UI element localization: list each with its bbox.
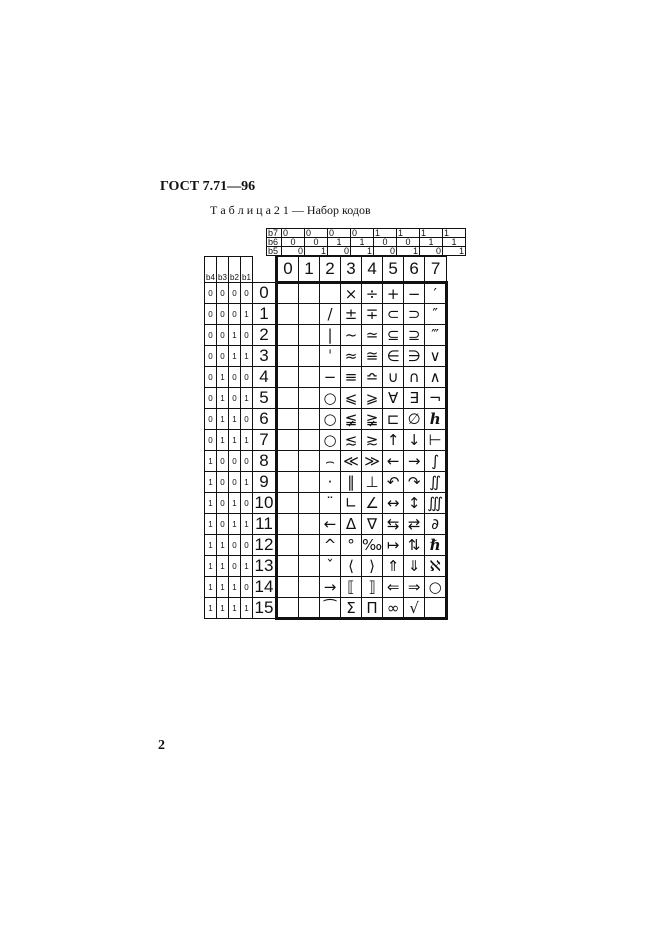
- row-number: 12: [253, 535, 277, 556]
- bit-header-table: [266, 228, 466, 256]
- code-cell: +: [383, 283, 404, 304]
- code-cell: [277, 493, 299, 514]
- code-cell: ≲: [341, 430, 362, 451]
- code-table: [204, 256, 448, 620]
- code-cell: √: [404, 598, 425, 619]
- code-cell: ′: [425, 283, 447, 304]
- code-cell: ⇅: [404, 535, 425, 556]
- row-bit-value: 1: [229, 514, 241, 535]
- row-bit-value: 0: [241, 577, 253, 598]
- row-number: 7: [253, 430, 277, 451]
- bit-value: 0: [282, 238, 305, 247]
- row-bit-value: 0: [205, 346, 217, 367]
- table-row: [205, 598, 447, 619]
- code-cell: [277, 304, 299, 325]
- row-bit-value: 1: [241, 514, 253, 535]
- row-bit-value: 0: [217, 325, 229, 346]
- code-cell: ⩾: [362, 388, 383, 409]
- bit-value: 0: [420, 247, 443, 256]
- column-header: 1: [299, 257, 320, 283]
- bit-label: b6: [267, 238, 282, 247]
- code-cell: [299, 514, 320, 535]
- code-cell: ‰: [362, 536, 383, 554]
- code-cell: ⌢: [320, 451, 341, 472]
- row-bit-value: 0: [217, 514, 229, 535]
- document-id: ГОСТ 7.71—96: [160, 179, 256, 194]
- code-cell: ≈: [341, 346, 362, 367]
- table-row: [205, 367, 447, 388]
- code-cell: Π: [362, 598, 383, 619]
- row-bit-value: 1: [229, 325, 241, 346]
- code-cell: ○: [320, 409, 341, 430]
- row-bit-value: 0: [229, 304, 241, 325]
- row-bit-value: 0: [217, 493, 229, 514]
- bit-value: 0: [282, 247, 305, 256]
- code-cell: ○: [425, 577, 447, 598]
- row-bit-value: 0: [205, 283, 217, 304]
- row-bit-value: 1: [217, 430, 229, 451]
- column-header: 0: [277, 257, 299, 283]
- bit-value: 1: [397, 229, 420, 238]
- row-bit-value: 1: [217, 577, 229, 598]
- table-row: [205, 388, 447, 409]
- row-bit-value: 1: [217, 598, 229, 619]
- code-cell: ∇: [362, 514, 383, 535]
- code-cell: ↶: [383, 472, 404, 493]
- row-bit-value: 1: [241, 430, 253, 451]
- code-cell: [320, 283, 341, 304]
- row-number: 8: [253, 451, 277, 472]
- code-cell: ·: [320, 472, 341, 493]
- code-cell: [299, 556, 320, 577]
- bit-value: 0: [305, 229, 328, 238]
- code-cell: ⊢: [425, 430, 447, 451]
- code-cell: ∫: [425, 451, 447, 472]
- row-bit-value: 1: [241, 304, 253, 325]
- row-bit-value: 1: [217, 409, 229, 430]
- row-bit-label: b4: [205, 257, 217, 283]
- code-cell: ≫: [362, 451, 383, 472]
- code-cell: [277, 283, 299, 304]
- code-cell: ⊆: [383, 325, 404, 346]
- code-cell: [299, 304, 320, 325]
- code-cell: [277, 577, 299, 598]
- table-row: [205, 535, 447, 556]
- table-row: [205, 577, 447, 598]
- row-bit-value: 1: [229, 577, 241, 598]
- code-cell: [277, 598, 299, 619]
- row-bit-value: 1: [205, 451, 217, 472]
- row-bit-value: 0: [241, 283, 253, 304]
- code-cell: ±: [341, 304, 362, 325]
- code-cell: ○: [320, 430, 341, 451]
- bit-value: 1: [351, 247, 374, 256]
- row-number: 13: [253, 556, 277, 577]
- code-cell: [299, 430, 320, 451]
- row-bit-value: 1: [229, 598, 241, 619]
- row-bit-value: 1: [229, 493, 241, 514]
- row-bit-value: 0: [241, 325, 253, 346]
- bit-value: 1: [351, 238, 374, 247]
- spacer: [253, 257, 277, 283]
- row-number: 0: [253, 283, 277, 304]
- code-cell: ¨: [320, 493, 341, 514]
- code-cell: [277, 451, 299, 472]
- code-cell: ≩: [362, 409, 383, 430]
- code-cell: ↔: [383, 493, 404, 514]
- code-cell: ↕: [404, 493, 425, 514]
- column-header: 4: [362, 257, 383, 283]
- row-number: 5: [253, 388, 277, 409]
- row-bit-value: 1: [205, 535, 217, 556]
- code-cell: −: [320, 367, 341, 388]
- code-cell: ∬: [425, 472, 447, 493]
- row-bit-label: b3: [217, 257, 229, 283]
- code-cell: ≡: [341, 367, 362, 388]
- code-cell: [277, 409, 299, 430]
- row-bit-value: 1: [241, 472, 253, 493]
- code-cell: [277, 388, 299, 409]
- code-cell: ⟩: [362, 556, 383, 577]
- row-bit-value: 0: [217, 472, 229, 493]
- code-cell: [277, 535, 299, 556]
- row-bit-value: 1: [205, 493, 217, 514]
- row-bit-value: 1: [217, 367, 229, 388]
- row-bit-value: 0: [229, 451, 241, 472]
- code-cell: ⊏: [383, 409, 404, 430]
- code-cell: ˈ: [320, 346, 341, 367]
- row-number: 15: [253, 598, 277, 619]
- code-cell: ^: [320, 535, 341, 556]
- row-number: 2: [253, 325, 277, 346]
- table-row: [205, 304, 447, 325]
- table-caption: Т а б л и ц а 2 1 — Набор кодов: [210, 203, 371, 217]
- bit-value: 0: [282, 229, 305, 238]
- row-bit-value: 0: [205, 304, 217, 325]
- code-cell: ∂: [425, 514, 447, 535]
- table-row: [205, 493, 447, 514]
- bit-value: 1: [305, 247, 328, 256]
- code-cell: [299, 325, 320, 346]
- row-bit-value: 0: [229, 367, 241, 388]
- row-bit-value: 1: [205, 472, 217, 493]
- code-cell: ≏: [362, 367, 383, 388]
- bit-value: 0: [328, 247, 351, 256]
- code-cell: [299, 598, 320, 619]
- row-bit-value: 0: [229, 535, 241, 556]
- code-cell: ″: [425, 304, 447, 325]
- bit-value: 1: [397, 247, 420, 256]
- code-cell: ∈: [383, 346, 404, 367]
- code-cell: ℏ: [425, 535, 447, 556]
- bit-value: 0: [328, 229, 351, 238]
- table-row: [205, 409, 447, 430]
- row-bit-value: 1: [205, 514, 217, 535]
- code-cell: ↓: [404, 430, 425, 451]
- code-cell: [425, 598, 447, 619]
- code-cell: ⟨: [341, 556, 362, 577]
- bit-header-row-b7: [267, 229, 466, 238]
- code-cell: ↷: [404, 472, 425, 493]
- code-cell: ℵ: [425, 556, 447, 577]
- row-bit-value: 1: [217, 556, 229, 577]
- code-cell: ⊥: [362, 472, 383, 493]
- row-bit-value: 1: [241, 346, 253, 367]
- table-row: [205, 514, 447, 535]
- row-bit-value: 1: [217, 388, 229, 409]
- code-cell: ∨: [425, 346, 447, 367]
- bit-header-row-b5: [267, 247, 466, 256]
- row-bit-value: 0: [229, 388, 241, 409]
- code-cell: |: [320, 325, 341, 346]
- code-cell: ˇ: [320, 556, 341, 577]
- bit-value: 0: [374, 247, 397, 256]
- bit-value: 1: [328, 238, 351, 247]
- bit-value: 1: [420, 238, 443, 247]
- row-bit-value: 1: [241, 598, 253, 619]
- column-header: 3: [341, 257, 362, 283]
- code-cell: [277, 367, 299, 388]
- page-number: 2: [158, 738, 165, 753]
- code-cell: [299, 451, 320, 472]
- code-cell: ‖: [341, 472, 362, 493]
- code-cell: [299, 577, 320, 598]
- code-cell: ⇑: [383, 556, 404, 577]
- code-cell: [277, 556, 299, 577]
- row-bit-value: 0: [241, 493, 253, 514]
- code-cell: Σ: [341, 598, 362, 619]
- code-cell: ∋: [404, 346, 425, 367]
- bit-label: b5: [267, 247, 282, 256]
- row-bit-value: 0: [241, 367, 253, 388]
- code-cell: ∟: [341, 493, 362, 514]
- code-cell: [299, 535, 320, 556]
- row-bit-value: 1: [205, 577, 217, 598]
- code-cell: ∩: [404, 367, 425, 388]
- bit-value: 1: [374, 229, 397, 238]
- row-bit-label: b2: [229, 257, 241, 283]
- code-cell: [299, 283, 320, 304]
- code-cell: ⇆: [383, 514, 404, 535]
- row-bit-value: 1: [241, 556, 253, 577]
- code-cell: ⇄: [404, 514, 425, 535]
- code-cell: ↦: [383, 535, 404, 556]
- row-bit-value: 1: [205, 598, 217, 619]
- row-bit-value: 0: [241, 451, 253, 472]
- code-cell: ∧: [425, 367, 447, 388]
- code-cell: [299, 409, 320, 430]
- column-header: 2: [320, 257, 341, 283]
- code-cell: ○: [320, 388, 341, 409]
- code-cell: −: [404, 283, 425, 304]
- code-cell: [299, 472, 320, 493]
- bit-label: b7: [267, 229, 282, 238]
- code-cell: [277, 346, 299, 367]
- table-row: [205, 346, 447, 367]
- table-row: [205, 451, 447, 472]
- row-bit-value: 0: [229, 556, 241, 577]
- code-cell: [277, 472, 299, 493]
- row-bit-value: 0: [217, 304, 229, 325]
- code-cell: ⊂: [383, 304, 404, 325]
- bit-value: 0: [374, 238, 397, 247]
- row-bit-value: 0: [217, 346, 229, 367]
- table-row: [205, 283, 447, 304]
- code-cell: ⊃: [404, 304, 425, 325]
- code-cell: ÷: [362, 283, 383, 304]
- row-bit-value: 0: [217, 283, 229, 304]
- code-cell: [277, 325, 299, 346]
- row-bit-value: 1: [229, 346, 241, 367]
- row-bit-value: 0: [205, 325, 217, 346]
- row-number: 6: [253, 409, 277, 430]
- code-cell: ≃: [362, 325, 383, 346]
- code-cell: ∭: [425, 493, 447, 514]
- code-cell: ~: [341, 325, 362, 346]
- code-cell: ‴: [425, 325, 447, 346]
- code-cell: ×: [341, 283, 362, 304]
- row-bit-value: 0: [217, 451, 229, 472]
- code-cell: ≨: [341, 409, 362, 430]
- code-cell: [299, 346, 320, 367]
- code-cell: [277, 430, 299, 451]
- code-cell: ≳: [362, 430, 383, 451]
- code-cell: ⇒: [404, 577, 425, 598]
- table-row: [205, 472, 447, 493]
- row-bit-value: 1: [229, 430, 241, 451]
- row-bit-value: 0: [241, 535, 253, 556]
- code-cell: Δ: [341, 514, 362, 535]
- column-header: 7: [425, 257, 447, 283]
- code-cell: ∞: [383, 598, 404, 619]
- code-cell: [277, 514, 299, 535]
- column-header-row: [205, 257, 447, 283]
- row-bit-value: 0: [205, 388, 217, 409]
- code-cell: ⟦: [341, 577, 362, 598]
- code-cell: ∓: [362, 304, 383, 325]
- code-cell: ↑: [383, 430, 404, 451]
- table-row: [205, 430, 447, 451]
- code-cell: ←: [320, 514, 341, 535]
- bit-value: 1: [443, 247, 466, 256]
- table-row: [205, 556, 447, 577]
- row-number: 10: [253, 493, 277, 514]
- code-cell: /: [320, 304, 341, 325]
- row-bit-value: 1: [217, 535, 229, 556]
- code-cell: →: [320, 577, 341, 598]
- code-cell: h: [425, 409, 447, 430]
- code-cell: ⟧: [362, 577, 383, 598]
- code-cell: ⇓: [404, 556, 425, 577]
- code-cell: ⩽: [341, 388, 362, 409]
- code-cell: ≪: [341, 451, 362, 472]
- bit-value: 0: [397, 238, 420, 247]
- code-cell: [299, 388, 320, 409]
- bit-value: 0: [305, 238, 328, 247]
- code-cell: ∪: [383, 367, 404, 388]
- row-bit-value: 0: [205, 409, 217, 430]
- row-bit-value: 0: [205, 367, 217, 388]
- column-header: 6: [404, 257, 425, 283]
- row-bit-value: 0: [205, 430, 217, 451]
- code-cell: ⇐: [383, 577, 404, 598]
- code-cell: →: [404, 451, 425, 472]
- row-bit-label: b1: [241, 257, 253, 283]
- code-cell: ¬: [425, 388, 447, 409]
- bit-value: 1: [443, 229, 466, 238]
- code-cell: ⊇: [404, 325, 425, 346]
- code-cell: ⁀: [320, 598, 341, 619]
- code-cell: ∀: [383, 388, 404, 409]
- code-cell: ∠: [362, 493, 383, 514]
- code-cell: ≅: [362, 346, 383, 367]
- row-number: 3: [253, 346, 277, 367]
- row-bit-value: 1: [241, 388, 253, 409]
- row-bit-value: 1: [229, 409, 241, 430]
- code-cell: ∅: [404, 409, 425, 430]
- row-bit-value: 0: [229, 283, 241, 304]
- row-number: 11: [253, 514, 277, 535]
- bit-value: 1: [420, 229, 443, 238]
- row-number: 4: [253, 367, 277, 388]
- row-bit-value: 1: [205, 556, 217, 577]
- code-cell: [299, 493, 320, 514]
- row-number: 1: [253, 304, 277, 325]
- table-row: [205, 325, 447, 346]
- bit-value: 0: [351, 229, 374, 238]
- code-cell: °: [341, 535, 362, 556]
- row-number: 9: [253, 472, 277, 493]
- row-bit-value: 0: [229, 472, 241, 493]
- code-cell: [299, 367, 320, 388]
- bit-value: 1: [443, 238, 466, 247]
- code-cell: ←: [383, 451, 404, 472]
- column-header: 5: [383, 257, 404, 283]
- row-number: 14: [253, 577, 277, 598]
- code-cell: ∃: [404, 388, 425, 409]
- row-bit-value: 0: [241, 409, 253, 430]
